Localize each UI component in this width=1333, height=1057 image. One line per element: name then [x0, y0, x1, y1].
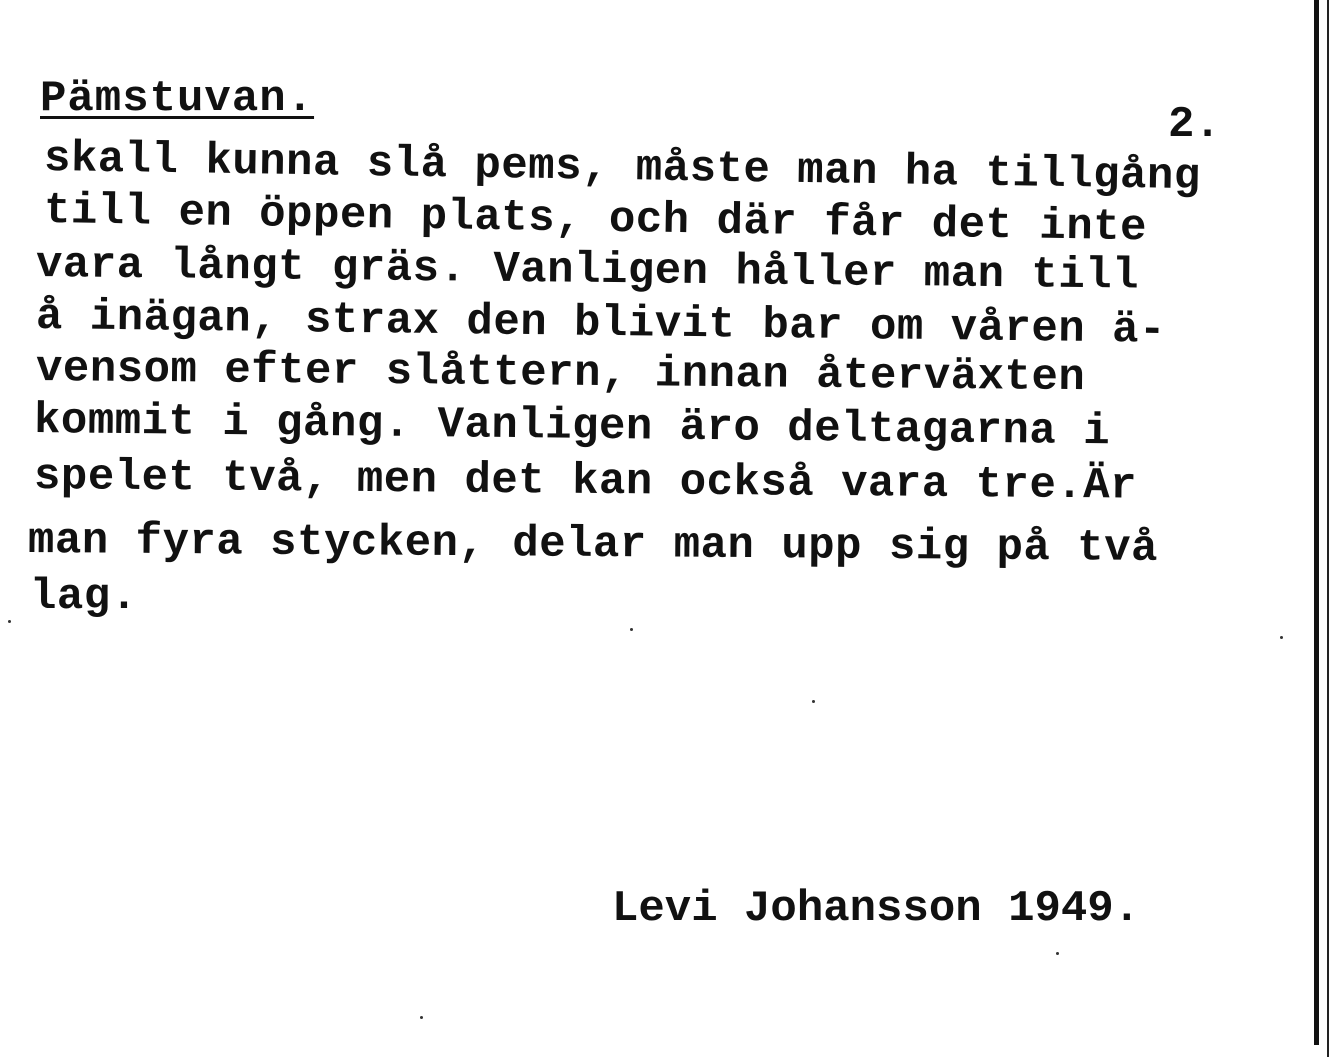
card-edge-border — [1314, 0, 1319, 1045]
body-line-7: spelet två, men det kan också vara tre.Är — [33, 452, 1138, 512]
ink-speck — [630, 628, 633, 631]
ink-speck — [1280, 636, 1283, 639]
body-line-4: å inägan, strax den blivit bar om våren ä- — [35, 292, 1167, 356]
ink-speck — [8, 620, 11, 623]
ink-speck — [812, 700, 815, 703]
document-title-text: Pämstuvan. — [40, 74, 315, 124]
document-title — [40, 74, 314, 124]
body-line-5: vensom efter slåttern, innan återväxten — [35, 344, 1086, 404]
body-line-9: lag. — [30, 572, 138, 622]
body-line-8: man fyra stycken, delar man upp sig på två — [27, 516, 1159, 574]
body-line-3: vara långt gräs. Vanligen håller man till — [35, 240, 1140, 302]
page-number: 2. — [1168, 100, 1221, 150]
body-line-1: skall kunna slå pems, måste man ha tillgång — [43, 134, 1202, 203]
body-line-2: till en öppen plats, och där får det inte — [43, 186, 1148, 254]
ink-speck — [420, 1016, 423, 1019]
card-edge-border-outer — [1327, 0, 1329, 1057]
body-line-6: kommit i gång. Vanligen äro deltagarna i — [33, 396, 1111, 458]
ink-speck — [1056, 952, 1059, 955]
signature-line: Levi Johansson 1949. — [612, 884, 1141, 934]
